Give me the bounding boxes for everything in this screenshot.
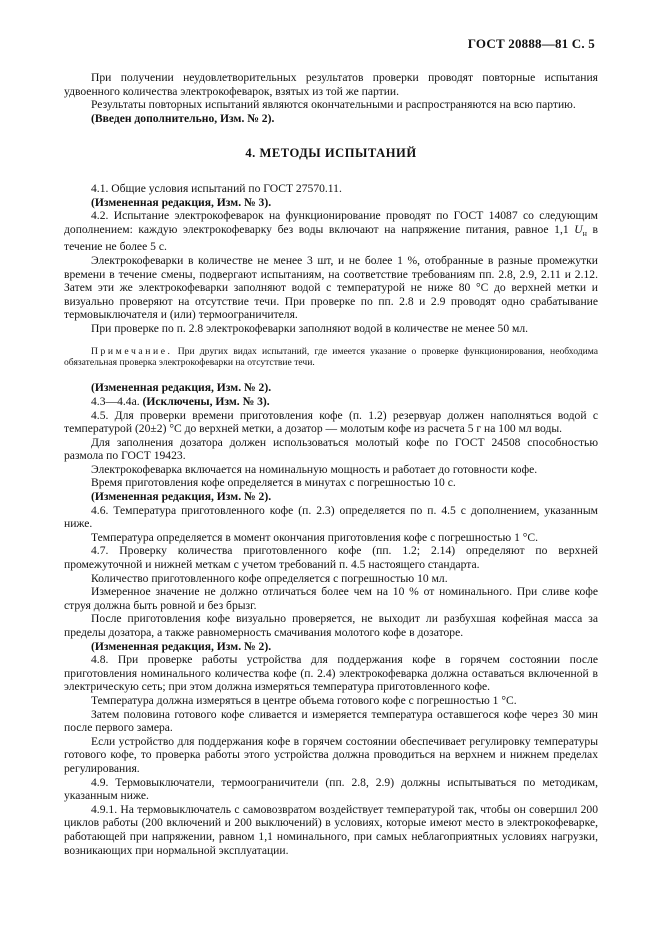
amendment-note: (Измененная редакция, Изм. № 3). [91, 195, 272, 209]
paragraph-text: в течение не более 5 с. [64, 222, 598, 254]
paragraph-number: 4.3—4.4а. [91, 394, 143, 408]
page-header: ГОСТ 20888—81 С. 5 [467, 36, 595, 51]
paragraph: При проверке по п. 2.8 электрокофеварки заполняют водой в количестве не менее 50 мл. [91, 321, 529, 335]
paragraph-4-1: 4.1. Общие условия испытаний по ГОСТ 27570.11. [91, 181, 342, 195]
paragraph: Количество приготовленного кофе определяется с погрешностью 10 мл. [91, 571, 448, 585]
voltage-symbol: U [574, 222, 583, 236]
paragraph: Затем половина готового кофе сливается и измеряется температура оставшегося кофе через 30 мин после первого замера. [64, 707, 598, 735]
note [64, 346, 598, 369]
paragraph: Электрокофеварка включается на номинальную мощность и работает до готовности кофе. [91, 462, 538, 476]
paragraph-4-9-1: 4.9.1. На термовыключатель с самовозвратом воздействует температурой так, чтобы он совершил 200 циклов работы (200 включений и 200 выключений) в условиях, которые имеют место в электрокофеварке, работающей при напряжении, равном 1,1 номинального, при самых неблагоприятных условиях нагрузки, возникающих при нормальной эксплуатации. [64, 802, 598, 857]
amendment-note: (Измененная редакция, Изм. № 2). [91, 490, 272, 504]
paragraph-text: 4.2. Испытание электрокофеварок на функционирование проводят по ГОСТ 14087 со следующим дополнением: каждую электрокофеварку без воды включают на напряжение питания, равное 1,1 [64, 209, 598, 236]
paragraph-4-2 [64, 209, 598, 254]
note-label: Примечание. [91, 345, 173, 357]
paragraph-4-3 [64, 395, 598, 409]
amendment-note: (Измененная редакция, Изм. № 2). [91, 639, 272, 653]
paragraph: Для заполнения дозатора должен использоваться молотый кофе по ГОСТ 24508 способностью размола по ГОСТ 19423. [64, 435, 598, 463]
note-text: При других видах испытаний, где имеется указание о проверке функционирования, необходима обязательная проверка электрокофеварки на отсутствие течи. [64, 345, 598, 368]
voltage-subscript: н [582, 228, 587, 238]
page-content [64, 71, 598, 857]
paragraph-4-9: 4.9. Термовыключатели, термоограничители (пп. 2.8, 2.9) должны испытываться по методикам, указанным ниже. [64, 775, 598, 803]
amendment-note: (Введен дополнительно, Изм. № 2). [91, 111, 275, 125]
paragraph: Электрокофеварки в количестве не менее 3 шт, и не более 1 %, отобранные в разные промежутки времени в течение смены, подвергают испытаниям, на соответствие требованиям пп. 2.8, 2.9, 2.11 и 2.12. Затем эти же электрокофеварки заполняют водой с температурой не ниже 80 °С до верхней метки и визуально проверяют на отсутствие течи. При проверке по пп. 2.8 и 2.9 проводят одно срабатывание термовыключателя и (или) термоограничителя. [64, 253, 598, 322]
paragraph: При получении неудовлетворительных результатов проверки проводят повторные испытания удвоенного количества электрокофеварок, взятых из той же партии. [64, 71, 598, 98]
section-heading: 4. МЕТОДЫ ИСПЫТАНИЙ [245, 146, 417, 161]
paragraph: Температура определяется в момент окончания приготовления кофе с погрешностью 1 °С. [91, 530, 539, 544]
paragraph: Если устройство для поддержания кофе в горячем состоянии обеспечивает регулировку температуры готового кофе, то проверка работы этого устройства должна проводиться на верхнем и нижнем пределах регулирования. [64, 734, 598, 775]
paragraph-4-5: 4.5. Для проверки времени приготовления кофе (п. 1.2) резервуар должен наполняться водой с температурой (20±2) °С до верхней метки, а дозатор — молотым кофе из расчета 5 г на 100 мл воды. [64, 408, 598, 436]
paragraph: Температура должна измеряться в центре объема готового кофе с погрешностью 1 °С. [91, 693, 517, 707]
paragraph-4-7: 4.7. Проверку количества приготовленного кофе (пп. 1.2; 2.14) определяют по верхней промежуточной и нижней меткам с учетом требований п. 4.5 настоящего стандарта. [64, 544, 598, 572]
paragraph: Время приготовления кофе определяется в минутах с погрешностью 10 с. [91, 476, 456, 490]
paragraph: Результаты повторных испытаний являются окончательными и распространяются на всю партию. [91, 98, 576, 112]
paragraph-4-8: 4.8. При проверке работы устройства для поддержания кофе в горячем состоянии после приготовления номинального количества кофе (п. 2.4) электрокофеварка должна оставаться включенной в электрическую сеть; при этом должна измеряться температура приготовленного кофе. [64, 653, 598, 694]
paragraph: После приготовления кофе визуально проверяется, не выходит ли разбухшая кофейная масса за пределы дозатора, а также равномерность смачивания молотого кофе в дозаторе. [64, 612, 598, 639]
paragraph-4-6: 4.6. Температура приготовленного кофе (п. 2.3) определяется по п. 4.5 с дополнением, указанным ниже. [64, 503, 598, 531]
excluded-note: (Исключены, Изм. № 3). [142, 394, 270, 408]
amendment-note: (Измененная редакция, Изм. № 2). [91, 381, 272, 395]
paragraph: Измеренное значение не должно отличаться более чем на 10 % от номинального. При сливе кофе струя должна быть ровной и без брызг. [64, 585, 598, 612]
